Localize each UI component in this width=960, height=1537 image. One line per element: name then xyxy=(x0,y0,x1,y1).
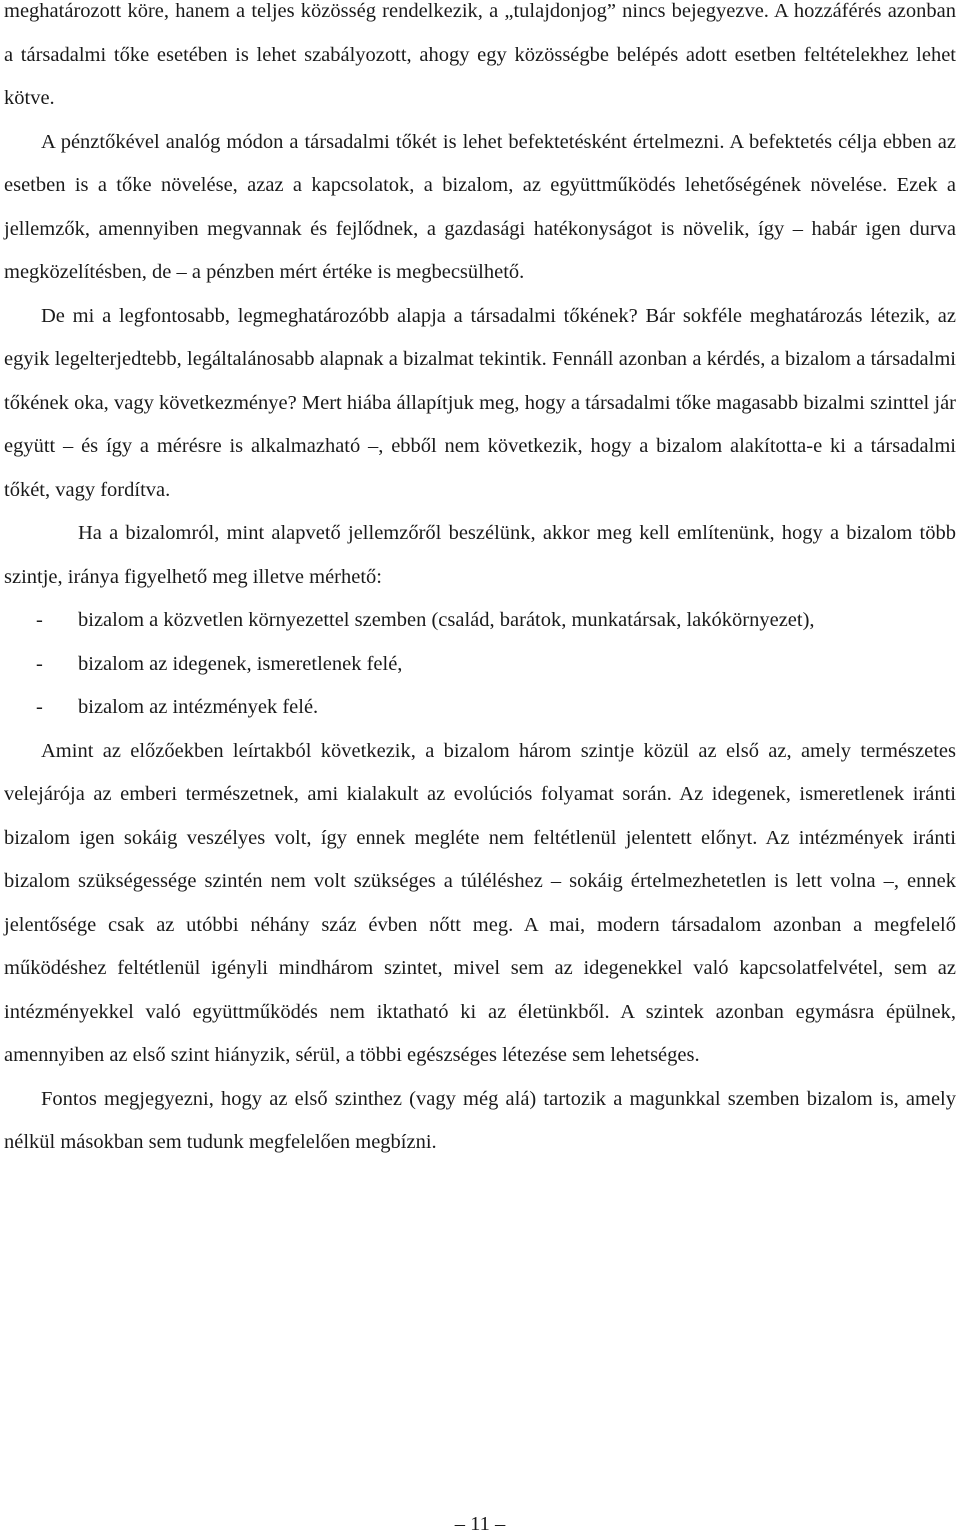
page-number: – 11 – xyxy=(454,1513,506,1535)
document-page xyxy=(4,0,956,1537)
list-dash: - xyxy=(36,652,43,675)
list-item-text: bizalom az intézmények felé. xyxy=(78,696,319,718)
list-item-text: bizalom az idegenek, ismeretlenek felé, xyxy=(78,652,403,675)
list-item xyxy=(4,599,956,643)
body-text xyxy=(4,0,956,1165)
trust-levels-list xyxy=(4,599,956,730)
list-item xyxy=(4,686,956,730)
paragraph-investment: A pénztőkével analóg módon a társadalmi tőkét is lehet befektetésként értelmezni. A befektetés célja ebben az esetben is a tőke növelése, azaz a kapcsolatok, a bizalom, az együttműködés lehetőségének növelése. Ezek a jellemzők, amennyiben megvannak és fejlődnek, a gazdasági hatékonyságot is növelik, így – habár igen durva megközelítésben, de – a pénzben mért értéke is megbecsülhető. xyxy=(4,130,956,283)
paragraph-continuation: meghatározott köre, hanem a teljes közösség rendelkezik, a „tulajdonjog” nincs bejegyezve. A hozzáférés azonban a társadalmi tőke esetében is lehet szabályozott, ahogy egy közösségbe belépés adott esetben feltételekhez lehet kötve. xyxy=(4,0,956,109)
list-item-text: bizalom a közvetlen környezettel szemben (család, barátok, munkatársak, lakókörnyezet), xyxy=(78,609,815,631)
list-dash: - xyxy=(36,609,43,631)
list-dash: - xyxy=(36,696,43,718)
list-item xyxy=(4,643,956,687)
paragraph-evolution: Amint az előzőekben leírtakból következik, a bizalom három szintje közül az első az, amely természetes velejárója az emberi természetnek, ami kialakult az evolúciós folyamat során. Az idegenek, ismeretlenek iránti bizalom igen sokáig veszélyes volt, így ennek megléte nem feltétlenül jelentett előnyt. Az intézmények iránti bizalom szükségessége szintén nem volt szükséges a túléléshez – sokáig értelmezhetetlen is lett volna –, ennek jelentősége csak az utóbbi néhány száz évben nőtt meg. A mai, modern társadalom azonban a megfelelő működéshez feltétlenül igényli mindhárom szintet, mivel sem az idegenekkel való kapcsolatfelvétel, sem az intézményekkel való együttműködés nem iktatható ki az életünkből. A szintek azonban egymásra épülnek, amennyiben az első szint hiányzik, sérül, a többi egészséges létezése sem lehetséges. xyxy=(4,739,956,1066)
paragraph-trust-basis: De mi a legfontosabb, legmeghatározóbb alapja a társadalmi tőkének? Bár sokféle meghatározás létezik, az egyik legelterjedtebb, legáltalánosabb alapnak a bizalmat tekintik. Fennáll azonban a kérdés, a bizalom a társadalmi tőkének oka, vagy következménye? Mert hiába állapítjuk meg, hogy a társadalmi tőke magasabb bizalmi szinttel jár együtt – és így a mérésre is alkalmazható –, ebből nem következik, hogy a bizalom alakította-e ki a társadalmi tőkét, vagy fordítva. xyxy=(4,304,956,501)
paragraph-trust-levels: Ha a bizalomról, mint alapvető jellemzőről beszélünk, akkor meg kell említenünk, hogy a bizalom több szintje, iránya figyelhető meg illetve mérhető: xyxy=(4,522,956,588)
paragraph-self-trust: Fontos megjegyezni, hogy az első szinthez (vagy még alá) tartozik a magunkkal szemben bizalom is, amely nélkül másokban sem tudunk megfelelően megbízni. xyxy=(4,1087,956,1153)
